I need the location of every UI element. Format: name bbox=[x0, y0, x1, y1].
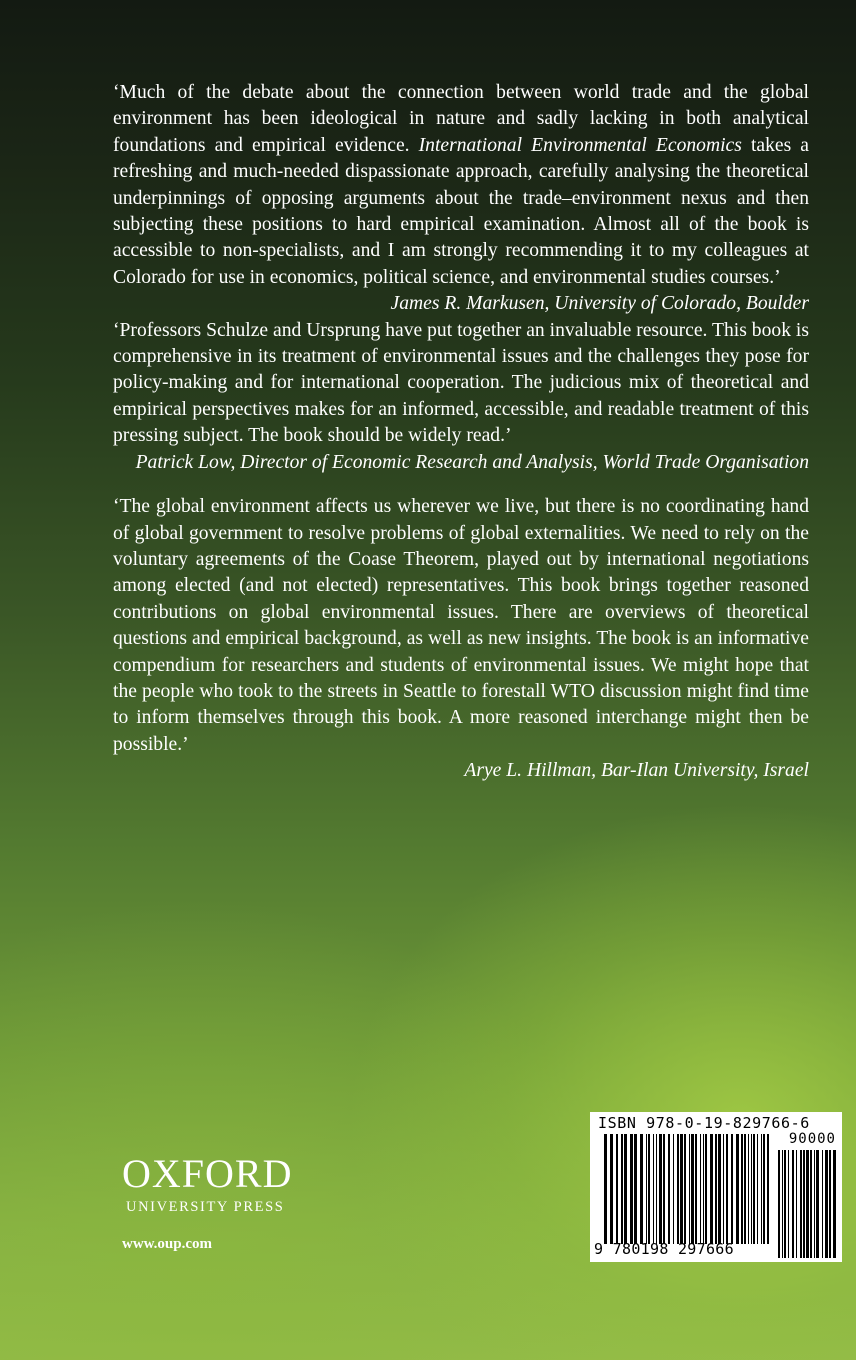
endorsement-text: ‘Professors Schulze and Ursprung have put together an invaluable resource. This book is comprehensive in its treatment of environmental issues and the challenges they pose for policy-making and for international cooperation. The judicious mix of theoretical and empirical perspectives makes for an informed, accessible, and readable treatment of this pressing subject. The book should be widely read.’ bbox=[113, 319, 809, 447]
book-title-italic: International Environmental Economics bbox=[418, 134, 742, 156]
university-press-wordmark: UNIVERSITY PRESS bbox=[126, 1199, 285, 1215]
endorsement-attribution: James R. Markusen, University of Colorado, Boulder bbox=[390, 293, 809, 315]
endorsement-text-part: takes a refreshing and much-needed dispassionate approach, carefully analysing the theoretical underpinnings of opposing arguments about the trade–environment nexus and then subjecting these positions to hard empirical examination. Almost all of the book is accessible to non-specialists, and I am strongly recommending it to my colleagues at Colorado for use in economics, political science, and environmental studies courses.’ bbox=[113, 134, 809, 288]
price-code: 90000 bbox=[788, 1131, 836, 1147]
endorsements bbox=[113, 80, 809, 803]
endorsement-text-part: ‘Much of the debate about the connection between world trade and the global environment has been ideological in nature and sadly lacking in both analytical foundations and empirical evidence. bbox=[113, 82, 809, 156]
endorsement-markusen bbox=[113, 80, 809, 315]
publisher-logo bbox=[122, 1152, 292, 1216]
endorsement-low bbox=[113, 318, 809, 476]
ean-barcode-bars bbox=[604, 1134, 770, 1244]
endorsement-text: ‘The global environment affects us wherever we live, but there is no coordinating hand of global government to resolve problems of global externalities. We need to rely on the voluntary agreements of the Coase Theorem, played out by international negotiations among elected (and not elected) representatives. This book brings together reasoned contributions on global environmental issues. There are overviews of theoretical questions and empirical background, as well as new insights. The book is an informative compendium for researchers and students of environmental issues. We might hope that the people who took to the streets in Seattle to forestall WTO discussion might find time to inform themselves through this book. A more reasoned interchange might then be possible.’ bbox=[113, 496, 809, 755]
endorsement-attribution: Arye L. Hillman, Bar-Ilan University, Israel bbox=[464, 760, 809, 782]
endorsement-text bbox=[113, 80, 809, 315]
oxford-wordmark: OXFORD bbox=[122, 1151, 293, 1196]
endorsement-attribution: Patrick Low, Director of Economic Research and Analysis, World Trade Organisation bbox=[135, 451, 809, 473]
endorsement-hillman bbox=[113, 494, 809, 784]
isbn-text: ISBN 978-0-19-829766-6 bbox=[598, 1114, 810, 1132]
ean-digits: 9 780198 297666 bbox=[594, 1240, 734, 1258]
isbn-barcode bbox=[590, 1112, 842, 1262]
addon-barcode-bars bbox=[778, 1150, 836, 1258]
publisher-website: www.oup.com bbox=[122, 1236, 213, 1252]
